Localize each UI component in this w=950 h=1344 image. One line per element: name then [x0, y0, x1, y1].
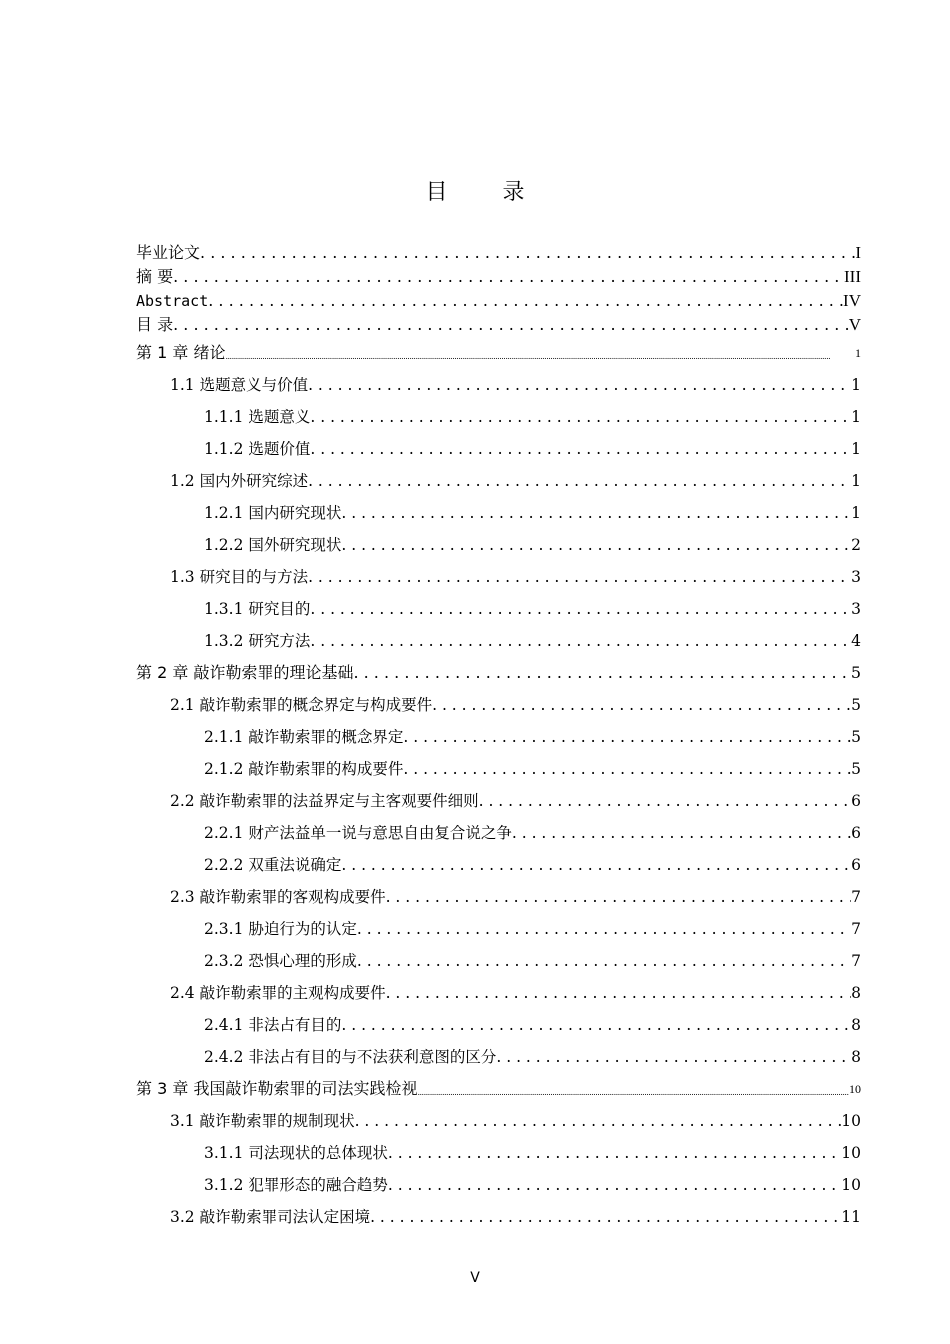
dot-leader	[432, 689, 851, 721]
toc-entry-page: 5	[850, 663, 861, 682]
toc-entry-page: I	[855, 243, 861, 262]
toc-entry-subsection[interactable]	[136, 849, 861, 881]
toc-entry-label: 1.1.1 选题意义	[204, 408, 311, 426]
dot-leader	[357, 945, 851, 977]
toc-entry-page: 10	[841, 1112, 861, 1130]
dot-leader	[357, 913, 851, 945]
toc-entry-page: 8	[851, 984, 861, 1002]
dot-leader	[496, 1041, 851, 1073]
toc-entry-subsection[interactable]	[136, 913, 861, 945]
dot-leader	[341, 529, 851, 561]
toc-entry-subsection[interactable]	[136, 529, 861, 561]
toc-entry-section[interactable]	[136, 689, 861, 721]
toc-entry-subsection[interactable]	[136, 1137, 861, 1169]
toc-entry-subsection[interactable]	[136, 1041, 861, 1073]
toc-entry-page: 1	[851, 440, 861, 458]
dot-leader	[355, 1105, 842, 1137]
toc-entry-subsection[interactable]	[136, 433, 861, 465]
dot-leader	[370, 1201, 841, 1233]
toc-entry-page: 8	[851, 1016, 861, 1034]
toc-entry-page: 6	[851, 856, 861, 874]
toc-entry-page: 10	[841, 1144, 861, 1162]
toc-entry-page: 5	[851, 728, 861, 746]
toc-entry-label: 第 1 章 绪论	[136, 343, 226, 362]
toc-entry-page: 1	[851, 472, 861, 490]
dot-leader	[310, 593, 851, 625]
dot-leader	[341, 1009, 851, 1041]
toc-entry-chapter-3[interactable]	[136, 1073, 861, 1105]
toc-entry-label: 1.1.2 选题价值	[204, 440, 311, 458]
toc-entry-section[interactable]	[136, 1105, 861, 1137]
dot-leader	[388, 1169, 841, 1201]
toc-entry-label: 3.1 敲诈勒索罪的规制现状	[170, 1112, 355, 1130]
dot-leader	[403, 753, 851, 785]
toc-entry-page: 7	[851, 952, 861, 970]
toc-entry-page: 1	[855, 346, 861, 360]
toc-entry-page: 5	[851, 760, 861, 778]
dot-leader	[308, 561, 851, 593]
toc-entry-label: 2.3.2 恐惧心理的形成	[204, 952, 357, 970]
toc-entry-chapter-1[interactable]	[136, 337, 861, 369]
toc-entry-label: 3.1.1 司法现状的总体现状	[204, 1144, 388, 1162]
dot-leader	[173, 313, 849, 337]
dot-leader	[310, 625, 851, 657]
toc-entry-subsection[interactable]	[136, 1169, 861, 1201]
toc-entry-page: 2	[851, 536, 861, 554]
toc-entry-label: 3.2 敲诈勒索罪司法认定困境	[170, 1208, 371, 1226]
toc-entry-section[interactable]	[136, 785, 861, 817]
page-number: V	[470, 1270, 480, 1286]
toc-entry-label: 2.1 敲诈勒索罪的概念界定与构成要件	[170, 696, 433, 714]
toc-entry-section[interactable]	[136, 465, 861, 497]
toc-entry-page: 6	[851, 792, 861, 810]
toc-entry-page: 1	[851, 376, 861, 394]
toc-entry-page: 10	[849, 1082, 861, 1096]
toc-entry-label: 1.3.2 研究方法	[204, 632, 311, 650]
dot-leader	[308, 369, 851, 401]
toc-entry-label: 2.4 敲诈勒索罪的主观构成要件	[170, 984, 386, 1002]
toc-entry-contents[interactable]	[136, 313, 861, 337]
toc-entry-subsection[interactable]	[136, 497, 861, 529]
dot-leader	[386, 977, 852, 1009]
dot-leader	[417, 1081, 849, 1105]
dot-leader	[200, 241, 855, 265]
toc-entry-section[interactable]	[136, 1201, 861, 1233]
toc-entry-subsection[interactable]	[136, 625, 861, 657]
toc-entry-thesis[interactable]	[136, 241, 861, 265]
toc-entry-page: III	[844, 267, 861, 286]
toc-entry-label: 2.1.1 敲诈勒索罪的概念界定	[204, 728, 404, 746]
toc-entry-label: 2.3.1 胁迫行为的认定	[204, 920, 357, 938]
dot-leader	[386, 881, 852, 913]
toc-entry-page: 11	[841, 1208, 861, 1226]
dot-leader	[512, 817, 851, 849]
toc-entry-label: 目 录	[136, 315, 174, 334]
toc-entry-section[interactable]	[136, 561, 861, 593]
toc-entry-subsection[interactable]	[136, 945, 861, 977]
toc-entry-label: 1.2 国内外研究综述	[170, 472, 309, 490]
toc-entry-page: 6	[851, 824, 861, 842]
toc-entry-label: 2.2.2 双重法说确定	[204, 856, 342, 874]
toc-entry-subsection[interactable]	[136, 817, 861, 849]
toc-entry-page: 3	[851, 600, 861, 618]
toc-entry-page: 7	[851, 888, 861, 906]
dot-leader	[173, 265, 844, 289]
toc-entry-abstract-en[interactable]	[136, 289, 861, 313]
toc-entry-page: 10	[841, 1176, 861, 1194]
dot-leader	[208, 289, 843, 313]
toc-entry-label: Abstract	[136, 292, 209, 310]
toc-entry-page: 4	[851, 632, 861, 650]
dot-leader	[310, 433, 851, 465]
toc-entry-label: 3.1.2 犯罪形态的融合趋势	[204, 1176, 388, 1194]
toc-entry-chapter-2[interactable]	[136, 657, 861, 689]
dot-leader	[403, 721, 851, 753]
toc-entry-label: 摘 要	[136, 267, 174, 286]
toc-entry-label: 毕业论文	[136, 243, 201, 262]
toc-entry-subsection[interactable]	[136, 721, 861, 753]
dot-leader	[341, 497, 851, 529]
toc-entry-subsection[interactable]	[136, 401, 861, 433]
toc-entry-subsection[interactable]	[136, 593, 861, 625]
toc-entry-label: 1.2.1 国内研究现状	[204, 504, 342, 522]
toc-entry-label: 2.1.2 敲诈勒索罪的构成要件	[204, 760, 404, 778]
toc-entry-page: 7	[851, 920, 861, 938]
toc-entry-page: IV	[843, 291, 861, 310]
toc-entry-page: 5	[851, 696, 861, 714]
toc-entry-subsection[interactable]	[136, 1009, 861, 1041]
toc-entry-page: 3	[851, 568, 861, 586]
toc-entry-section[interactable]	[136, 881, 861, 913]
toc-entry-section[interactable]	[136, 977, 861, 1009]
toc-entry-page: 1	[851, 408, 861, 426]
dot-leader	[479, 785, 852, 817]
toc-entry-section[interactable]	[136, 369, 861, 401]
toc-entry-label: 1.3.1 研究目的	[204, 600, 311, 618]
toc-entry-label: 2.2 敲诈勒索罪的法益界定与主客观要件细则	[170, 792, 479, 810]
toc-entry-abstract-cn[interactable]	[136, 265, 861, 289]
toc-entry-label: 2.4.1 非法占有目的	[204, 1016, 342, 1034]
table-of-contents	[136, 241, 861, 1233]
toc-entry-page: V	[848, 315, 861, 334]
dot-leader	[310, 401, 851, 433]
toc-entry-page: 8	[851, 1048, 861, 1066]
toc-entry-label: 1.1 选题意义与价值	[170, 376, 309, 394]
toc-entry-label: 1.3 研究目的与方法	[170, 568, 309, 586]
toc-entry-page: 1	[851, 504, 861, 522]
toc-entry-label: 2.4.2 非法占有目的与不法获利意图的区分	[204, 1048, 497, 1066]
toc-entry-label: 第 2 章 敲诈勒索罪的理论基础	[136, 663, 354, 682]
dot-leader	[225, 345, 855, 369]
dot-leader	[308, 465, 851, 497]
toc-entry-label: 1.2.2 国外研究现状	[204, 536, 342, 554]
page-title: 目 录	[425, 180, 549, 205]
dot-leader	[353, 657, 850, 689]
dot-leader	[388, 1137, 841, 1169]
toc-entry-label: 2.2.1 财产法益单一说与意思自由复合说之争	[204, 824, 512, 842]
toc-entry-subsection[interactable]	[136, 753, 861, 785]
toc-entry-label: 2.3 敲诈勒索罪的客观构成要件	[170, 888, 386, 906]
dot-leader	[341, 849, 851, 881]
toc-entry-label: 第 3 章 我国敲诈勒索罪的司法实践检视	[136, 1079, 418, 1098]
